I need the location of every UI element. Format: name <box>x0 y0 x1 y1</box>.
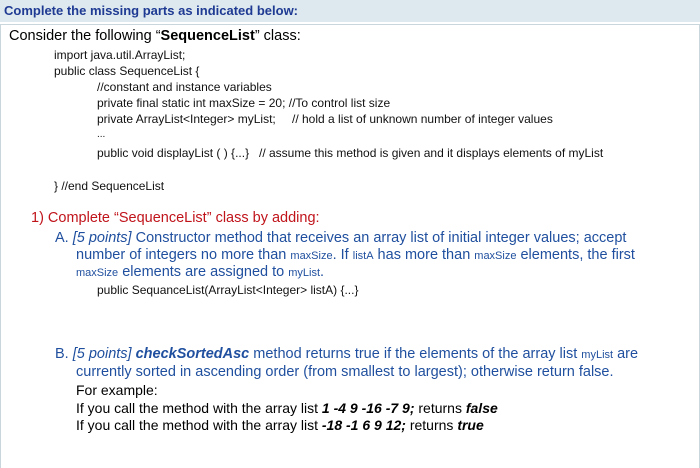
task-b-mylist-ref: myList <box>581 349 614 361</box>
task-b-example-1 <box>76 400 498 416</box>
code-class-decl: public class SequenceList { <box>54 64 200 78</box>
code-mylist-decl: private ArrayList<Integer> myList; <box>97 112 276 126</box>
intro-line <box>9 28 301 44</box>
task-b-points: [5 points] <box>72 346 132 362</box>
example-2-list: -18 -1 6 9 12; <box>321 417 406 433</box>
code-import: import java.util.ArrayList; <box>54 48 186 62</box>
question-header-title: Complete the missing parts as indicated below: <box>4 3 299 18</box>
task-b-line-1 <box>55 346 638 362</box>
task-1-title: 1) Complete “SequenceList” class by adding: <box>31 210 320 226</box>
example-1-list: 1 -4 9 -16 -7 9; <box>321 400 415 416</box>
example-1-prefix: If you call the method with the array list <box>76 400 322 416</box>
code-comment-vars: //constant and instance variables <box>97 80 272 94</box>
task-a-maxsize-ref: maxSize <box>290 250 333 262</box>
task-a-line-3-text: elements are assigned to <box>118 264 289 280</box>
task-a-line-2 <box>76 247 635 263</box>
example-2-mid: returns <box>405 417 458 433</box>
example-1-result: false <box>465 400 498 416</box>
code-display-method: public void displayList ( ) {...} <box>97 146 250 160</box>
code-display-comment: // assume this method is given and it displays elements of myList <box>259 146 604 160</box>
task-a-line-1 <box>55 230 626 246</box>
example-2-result: true <box>457 417 484 433</box>
task-b-line-1-text: method returns true if the elements of the array list <box>249 346 582 362</box>
code-maxsize-line: private final static int maxSize = 20; //To control list size <box>97 96 391 110</box>
task-a-lista-ref: listA <box>352 250 374 262</box>
task-a-line-2-text-c: has more than <box>373 247 475 263</box>
code-end-class: } //end SequenceList <box>54 179 165 193</box>
task-b-line-1-end: are <box>613 346 639 362</box>
task-a-maxsize-ref-2: maxSize <box>474 250 517 262</box>
task-b-label: B. <box>55 346 69 362</box>
example-1-mid: returns <box>414 400 466 416</box>
task-a-points: [5 points] <box>72 230 132 246</box>
task-a-mylist-ref: myList <box>288 267 321 279</box>
intro-prefix: Consider the following “ <box>9 28 161 44</box>
task-a-line-3 <box>76 264 324 280</box>
task-a-line-1-text: Constructor method that receives an array list of initial integer values; accept <box>131 230 627 246</box>
task-a-label: A. <box>55 230 69 246</box>
code-ellipsis: ... <box>97 129 106 140</box>
task-a-line-2-text-d: elements, the first <box>516 247 635 263</box>
task-b-example-label: For example: <box>76 382 158 398</box>
intro-class-name: SequenceList <box>160 28 255 44</box>
task-b-method: checkSortedAsc <box>135 346 250 362</box>
task-a-maxsize-ref-3: maxSize <box>76 267 119 279</box>
task-a-line-2-text-b: . If <box>332 247 353 263</box>
task-a-line-3-end: . <box>320 264 325 280</box>
task-a-line-2-text-a: number of integers no more than <box>76 247 291 263</box>
task-b-example-2 <box>76 417 484 433</box>
code-mylist-comment: // hold a list of unknown number of integer values <box>292 112 553 126</box>
task-a-signature: public SequanceList(ArrayList<Integer> listA) {...} <box>97 283 359 297</box>
intro-suffix: ” class: <box>254 28 301 44</box>
example-2-prefix: If you call the method with the array list <box>76 417 322 433</box>
task-b-line-2: currently sorted in ascending order (from smallest to largest); otherwise return false. <box>76 364 614 380</box>
